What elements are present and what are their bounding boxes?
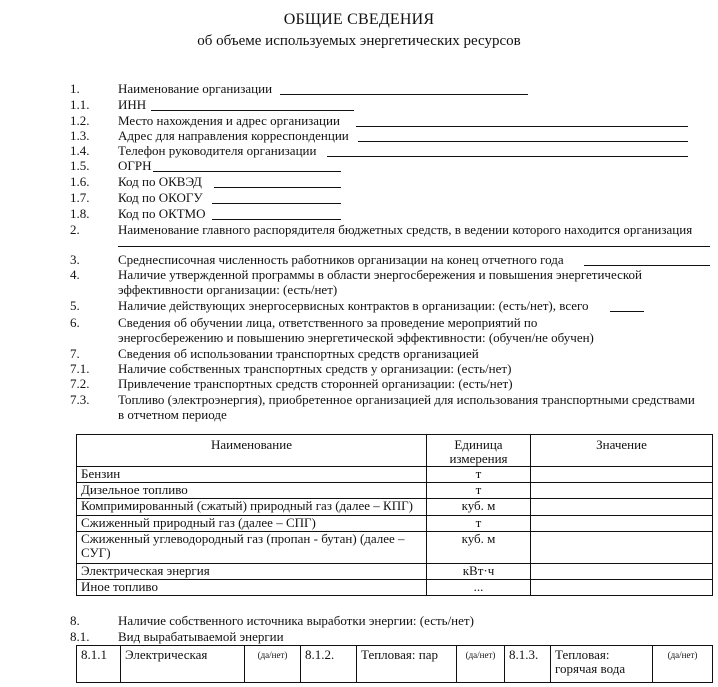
row-value-cell[interactable] <box>531 467 713 483</box>
table-row <box>77 532 713 564</box>
contracts-count-field[interactable] <box>610 311 644 312</box>
org-name-field[interactable] <box>280 94 528 95</box>
ogrn-field[interactable] <box>153 171 341 172</box>
row-unit: т <box>427 467 531 483</box>
row-value-cell[interactable] <box>531 564 713 580</box>
item-label: Наименование организации <box>118 81 273 96</box>
row-name-line2: СУГ) <box>81 545 111 560</box>
item-label: эффективности организации: (есть/нет) <box>118 282 338 297</box>
row-name: Компримированный (сжатый) природный газ (далее – КПГ) <box>77 499 427 516</box>
item-label: Наименование главного распорядителя бюджетных средств, в ведении которого находится организация <box>118 222 693 237</box>
energy-yes-no-cell[interactable]: (да/нет) <box>457 646 505 683</box>
energy-type-table <box>76 645 713 683</box>
row-unit: куб. м <box>427 532 531 564</box>
item-number: 6. <box>70 315 80 330</box>
item-label: Код по ОКОГУ <box>118 190 203 205</box>
fuel-table <box>76 434 713 596</box>
table-row <box>77 516 713 532</box>
item-label: Среднесписочная численность работников организации на конец отчетного года <box>118 252 564 267</box>
item-number: 1.1. <box>70 97 90 112</box>
item-label: энергосбережению и повышению энергетической эффективности: (обучен/не обучен) <box>118 330 594 345</box>
header-unit-line1: Единица <box>454 437 503 452</box>
row-name-line1: Сжиженный углеводородный газ (пропан - бутан) (далее – <box>81 531 405 546</box>
item-label: Сведения об обучении лица, ответственного за проведение мероприятий по <box>118 315 538 330</box>
energy-num: 8.1.1 <box>77 646 121 683</box>
energy-label: Электрическая <box>121 646 245 683</box>
table-header-row <box>77 435 713 467</box>
oktmo-field[interactable] <box>212 219 341 220</box>
row-unit: куб. м <box>427 499 531 516</box>
mail-address-field[interactable] <box>358 141 688 142</box>
row-value-cell[interactable] <box>531 516 713 532</box>
okogu-field[interactable] <box>212 203 341 204</box>
okved-field[interactable] <box>214 187 341 188</box>
energy-num: 8.1.2. <box>301 646 357 683</box>
row-name: Дизельное топливо <box>77 483 427 499</box>
item-label: ИНН <box>118 97 147 112</box>
header-value: Значение <box>531 435 713 467</box>
row-unit: кВт·ч <box>427 564 531 580</box>
item-label: Адрес для направления корреспонденции <box>118 128 349 143</box>
item-label: Топливо (электроэнергия), приобретенное организацией для использования транспортными средствами <box>118 392 695 407</box>
item-label: Наличие действующих энергосервисных контрактов в организации: (есть/нет), всего <box>118 298 589 313</box>
item-number: 1.5. <box>70 158 90 173</box>
item-label: Код по ОКТМО <box>118 206 206 221</box>
item-label: Наличие утвержденной программы в области энергосбережения и повышения энергетической <box>118 267 642 282</box>
row-name: Сжиженный природный газ (далее – СПГ) <box>77 516 427 532</box>
table-row <box>77 499 713 516</box>
phone-field[interactable] <box>327 156 688 157</box>
header-name: Наименование <box>77 435 427 467</box>
item-number: 1.8. <box>70 206 90 221</box>
item-number: 4. <box>70 267 80 282</box>
header-unit <box>427 435 531 467</box>
item-label: Наличие собственного источника выработки энергии: (есть/нет) <box>118 613 474 628</box>
table-row <box>77 564 713 580</box>
row-unit: т <box>427 516 531 532</box>
page-title: ОБЩИЕ СВЕДЕНИЯ <box>283 11 435 28</box>
item-number: 2. <box>70 222 80 237</box>
item-number: 7.1. <box>70 361 90 376</box>
item-number: 8. <box>70 613 80 628</box>
item-number: 1.7. <box>70 190 90 205</box>
item-label: Привлечение транспортных средств сторонней организации: (есть/нет) <box>118 376 513 391</box>
row-unit: ... <box>427 580 531 596</box>
item-number: 8.1. <box>70 629 90 644</box>
item-number: 7.2. <box>70 376 90 391</box>
row-name: Электрическая энергия <box>77 564 427 580</box>
item-number: 1.4. <box>70 143 90 158</box>
energy-num: 8.1.3. <box>505 646 551 683</box>
row-value-cell[interactable] <box>531 532 713 564</box>
row-name: Иное топливо <box>77 580 427 596</box>
item-label: Код по ОКВЭД <box>118 174 202 189</box>
table-row <box>77 483 713 499</box>
item-number: 1. <box>70 81 80 96</box>
item-label: Место нахождения и адрес организации <box>118 113 340 128</box>
item-label: Вид вырабатываемой энергии <box>118 629 284 644</box>
energy-label-line1: Тепловая: <box>555 647 610 662</box>
item-label: Наличие собственных транспортных средств у организации: (есть/нет) <box>118 361 512 376</box>
item-number: 3. <box>70 252 80 267</box>
energy-label <box>551 646 653 683</box>
table-row <box>77 467 713 483</box>
row-value-cell[interactable] <box>531 499 713 516</box>
energy-label: Тепловая: пар <box>357 646 457 683</box>
item-label: ОГРН <box>118 158 152 173</box>
row-value-cell[interactable] <box>531 580 713 596</box>
item-label: Телефон руководителя организации <box>118 143 317 158</box>
location-field[interactable] <box>356 126 688 127</box>
energy-yes-no-cell[interactable]: (да/нет) <box>653 646 713 683</box>
row-unit: т <box>427 483 531 499</box>
energy-row <box>77 646 713 683</box>
row-name: Бензин <box>77 467 427 483</box>
header-unit-line2: измерения <box>449 451 508 466</box>
inn-field[interactable] <box>151 110 354 111</box>
energy-label-line2: горячая вода <box>555 661 626 676</box>
energy-yes-no-cell[interactable]: (да/нет) <box>245 646 301 683</box>
item-label: Сведения об использовании транспортных средств организацией <box>118 346 479 361</box>
row-name <box>77 532 427 564</box>
page-subtitle: об объеме используемых энергетических ресурсов <box>197 33 521 49</box>
item-number: 7. <box>70 346 80 361</box>
budget-holder-field[interactable] <box>118 246 710 247</box>
item-number: 1.2. <box>70 113 90 128</box>
item-number: 7.3. <box>70 392 90 407</box>
item-number: 1.3. <box>70 128 90 143</box>
row-value-cell[interactable] <box>531 483 713 499</box>
table-row <box>77 580 713 596</box>
headcount-field[interactable] <box>584 265 710 266</box>
item-number: 1.6. <box>70 174 90 189</box>
item-label: в отчетном периоде <box>118 407 227 422</box>
item-number: 5. <box>70 298 80 313</box>
